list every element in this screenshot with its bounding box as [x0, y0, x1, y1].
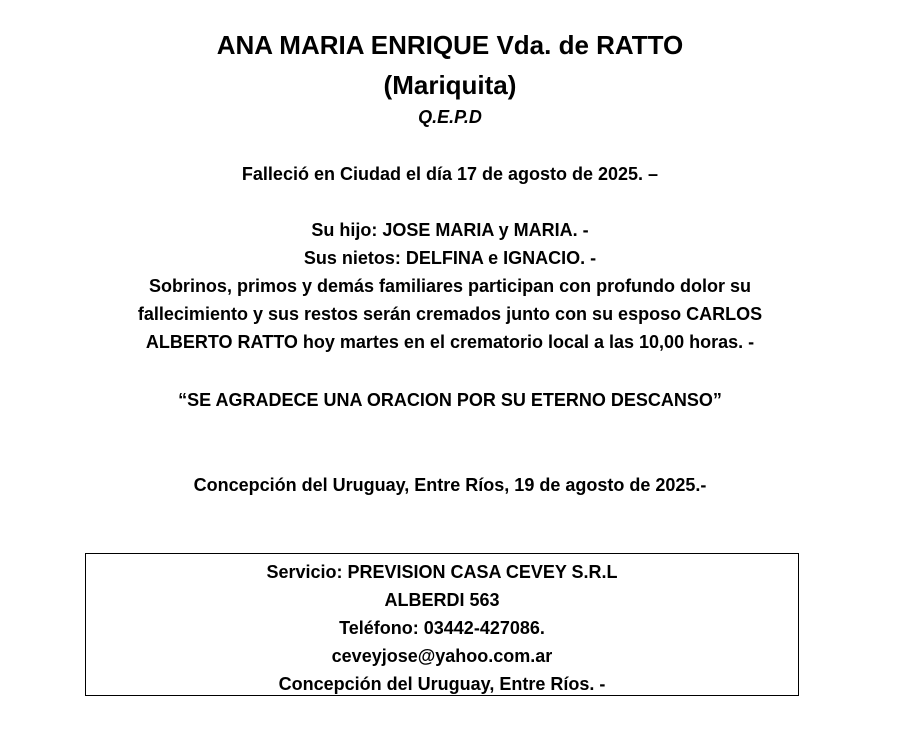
deceased-name: ANA MARIA ENRIQUE Vda. de RATTO	[216, 30, 684, 60]
service-box	[85, 553, 799, 696]
death-notice: Falleció en Ciudad el día 17 de agosto de 2025. –	[241, 164, 659, 184]
prayer-request: “SE AGRADECE UNA ORACION POR SU ETERNO DESCANSO”	[178, 390, 722, 410]
service-provider: Servicio: PREVISION CASA CEVEY S.R.L	[266, 562, 618, 582]
service-address: ALBERDI 563	[384, 590, 500, 610]
paragraph-line: fallecimiento y sus restos serán cremados junto con su esposo CARLOS	[137, 304, 763, 324]
service-email: ceveyjose@yahoo.com.ar	[331, 646, 553, 666]
service-city: Concepción del Uruguay, Entre Ríos. -	[278, 674, 606, 694]
place-and-date: Concepción del Uruguay, Entre Ríos, 19 de agosto de 2025.-	[193, 475, 707, 495]
deceased-nickname: (Mariquita)	[383, 70, 517, 100]
son-line: Su hijo: JOSE MARIA y MARIA. -	[311, 220, 589, 240]
paragraph-line: Sobrinos, primos y demás familiares participan con profundo dolor su	[148, 276, 752, 296]
qepd-text: Q.E.P.D	[418, 107, 482, 127]
grandchildren-line: Sus nietos: DELFINA e IGNACIO. -	[303, 248, 597, 268]
service-phone: Teléfono: 03442-427086.	[339, 618, 545, 638]
paragraph-line: ALBERTO RATTO hoy martes en el crematorio local a las 10,00 horas. -	[145, 332, 755, 352]
